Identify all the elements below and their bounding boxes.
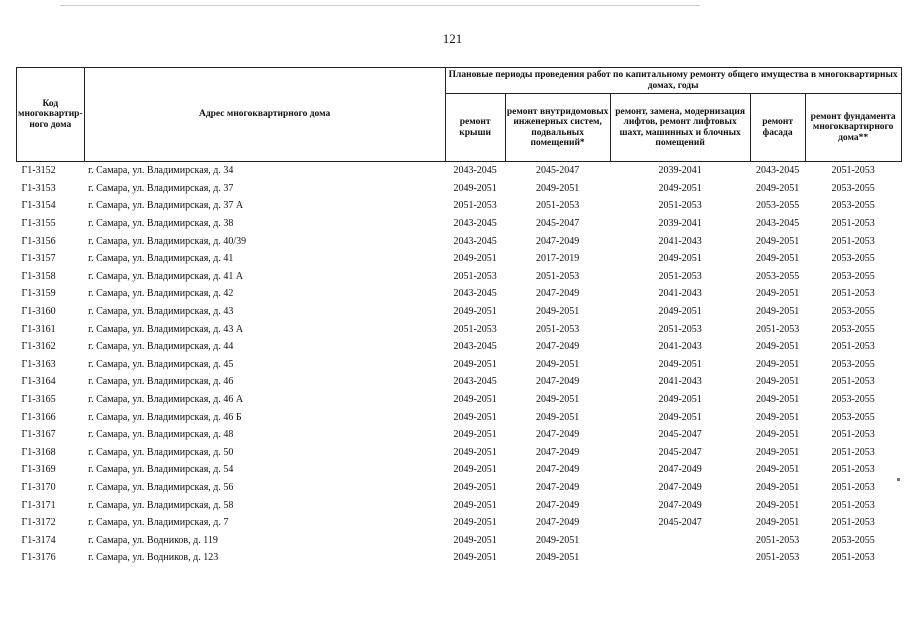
cell-code: Г1-3165	[21, 394, 56, 406]
cell-systems: 2049-2051	[535, 534, 580, 546]
cell-roof: 2051-2053	[453, 200, 497, 212]
table-header	[17, 68, 902, 162]
table-row	[17, 426, 902, 444]
repair-schedule-table	[16, 67, 902, 567]
cell-address: г. Самара, ул. Владимирская, д. 44	[88, 341, 234, 353]
cell-systems: 2047-2049	[535, 376, 580, 388]
cell-facade: 2051-2053	[755, 534, 800, 546]
cell-facade: 2049-2051	[755, 376, 800, 388]
cell-address: г. Самара, ул. Владимирская, д. 37 А	[88, 200, 244, 212]
cell-lifts: 2041-2043	[658, 235, 702, 247]
cell-code: Г1-3159	[21, 288, 56, 300]
table-row	[17, 373, 902, 391]
repair-schedule-table-wrap	[16, 67, 902, 567]
cell-address: г. Самара, ул. Владимирская, д. 48	[88, 429, 234, 441]
cell-foundation: 2053-2055	[831, 534, 875, 546]
table-row	[17, 215, 902, 233]
scan-mark-top	[60, 5, 700, 6]
cell-lifts: 2041-2043	[658, 376, 702, 388]
cell-address: г. Самара, ул. Владимирская, д. 43 А	[88, 323, 244, 335]
cell-systems: 2047-2049	[535, 341, 580, 353]
cell-code: Г1-3171	[21, 499, 56, 511]
table-row	[17, 496, 902, 514]
cell-address: г. Самара, ул. Владимирская, д. 42	[88, 288, 234, 300]
cell-facade: 2049-2051	[755, 464, 800, 476]
cell-roof: 2049-2051	[453, 517, 497, 529]
cell-lifts: 2047-2049	[658, 481, 702, 493]
cell-facade: 2043-2045	[750, 162, 805, 180]
cell-systems: 2045-2047	[505, 162, 610, 180]
cell-facade: 2049-2051	[755, 341, 800, 353]
cell-foundation: 2053-2055	[831, 253, 875, 265]
table-row	[17, 268, 902, 286]
cell-roof: 2049-2051	[453, 534, 497, 546]
cell-roof: 2049-2051	[453, 253, 497, 265]
cell-systems: 2051-2053	[535, 323, 580, 335]
cell-systems: 2045-2047	[535, 218, 580, 230]
cell-code: Г1-3176	[21, 552, 56, 564]
cell-foundation: 2053-2055	[831, 306, 875, 318]
scan-mark-right	[897, 478, 900, 481]
cell-foundation: 2051-2053	[831, 341, 875, 353]
table-row	[17, 197, 902, 215]
cell-foundation: 2051-2053	[831, 552, 875, 564]
cell-address: г. Самара, ул. Владимирская, д. 34	[84, 162, 445, 180]
cell-systems: 2051-2053	[535, 270, 580, 282]
cell-code: Г1-3164	[21, 376, 56, 388]
cell-roof: 2049-2051	[453, 306, 497, 318]
cell-facade: 2049-2051	[755, 288, 800, 300]
cell-systems: 2047-2049	[535, 464, 580, 476]
cell-foundation: 2053-2055	[831, 358, 875, 370]
table-row	[17, 479, 902, 497]
table-row	[17, 531, 902, 549]
cell-foundation: 2051-2053	[831, 218, 875, 230]
table-body	[17, 162, 902, 567]
cell-lifts: 2041-2043	[658, 341, 702, 353]
table-row	[17, 303, 902, 321]
header-foundation: ремонт фундамента многоквартирного дома**	[805, 94, 901, 162]
cell-code: Г1-3157	[21, 253, 56, 265]
header-roof: ремонт крыши	[445, 94, 505, 162]
cell-facade: 2049-2051	[755, 499, 800, 511]
cell-foundation: 2051-2053	[831, 446, 875, 458]
table-row	[17, 320, 902, 338]
cell-foundation: 2053-2055	[831, 411, 875, 423]
cell-systems: 2047-2049	[535, 446, 580, 458]
cell-code: Г1-3152	[17, 162, 85, 180]
cell-foundation: 2053-2055	[831, 200, 875, 212]
cell-lifts	[610, 549, 750, 567]
cell-facade: 2049-2051	[755, 446, 800, 458]
cell-facade: 2053-2055	[755, 200, 800, 212]
cell-lifts: 2051-2053	[658, 270, 702, 282]
cell-systems: 2049-2051	[535, 411, 580, 423]
cell-systems: 2049-2051	[535, 394, 580, 406]
cell-address: г. Самара, ул. Владимирская, д. 56	[88, 481, 234, 493]
cell-facade: 2049-2051	[755, 306, 800, 318]
header-facade: ремонт фасада	[750, 94, 805, 162]
cell-code: Г1-3155	[21, 218, 56, 230]
cell-lifts: 2045-2047	[658, 429, 702, 441]
cell-roof: 2049-2051	[453, 446, 497, 458]
cell-roof: 2049-2051	[453, 429, 497, 441]
cell-facade: 2049-2051	[755, 394, 800, 406]
cell-lifts: 2049-2051	[658, 253, 702, 265]
cell-facade: 2049-2051	[755, 517, 800, 529]
cell-systems: 2049-2051	[535, 552, 580, 564]
cell-roof: 2043-2045	[453, 376, 497, 388]
cell-systems: 2017-2019	[535, 253, 580, 265]
table-row	[17, 338, 902, 356]
cell-foundation: 2051-2053	[831, 376, 875, 388]
cell-lifts: 2051-2053	[658, 200, 702, 212]
cell-roof: 2051-2053	[453, 323, 497, 335]
table-row	[17, 514, 902, 532]
cell-foundation: 2051-2053	[831, 481, 875, 493]
page-number: 121	[442, 31, 463, 46]
header-address: Адрес многоквартирного дома	[84, 68, 445, 162]
table-row	[17, 391, 902, 409]
cell-facade: 2043-2045	[755, 218, 800, 230]
cell-facade: 2051-2053	[755, 323, 800, 335]
cell-roof: 2049-2051	[453, 182, 497, 194]
cell-systems: 2047-2049	[535, 288, 580, 300]
cell-lifts: 2047-2049	[658, 464, 702, 476]
table-row	[17, 162, 902, 180]
cell-lifts: 2041-2043	[658, 288, 702, 300]
cell-address: г. Самара, ул. Владимирская, д. 41	[88, 253, 234, 265]
cell-systems: 2051-2053	[535, 200, 580, 212]
cell-code: Г1-3162	[21, 341, 56, 353]
cell-foundation: 2051-2053	[831, 235, 875, 247]
cell-address: г. Самара, ул. Владимирская, д. 50	[88, 446, 234, 458]
cell-address: г. Самара, ул. Владимирская, д. 46 Б	[88, 411, 242, 423]
cell-roof: 2049-2051	[453, 552, 497, 564]
cell-address: г. Самара, ул. Владимирская, д. 7	[88, 517, 229, 529]
cell-foundation: 2051-2053	[831, 288, 875, 300]
cell-roof: 2049-2051	[453, 394, 497, 406]
cell-code: Г1-3158	[21, 270, 56, 282]
cell-foundation: 2053-2055	[831, 270, 875, 282]
cell-code: Г1-3154	[21, 200, 56, 212]
cell-address: г. Самара, ул. Владимирская, д. 46	[88, 376, 234, 388]
cell-address: г. Самара, ул. Владимирская, д. 54	[88, 464, 234, 476]
cell-roof: 2049-2051	[453, 464, 497, 476]
table-row	[17, 250, 902, 268]
cell-roof: 2051-2053	[453, 270, 497, 282]
cell-code: Г1-3166	[21, 411, 56, 423]
cell-facade: 2049-2051	[755, 429, 800, 441]
cell-facade: 2049-2051	[755, 253, 800, 265]
cell-facade: 2049-2051	[755, 481, 800, 493]
cell-code: Г1-3168	[21, 446, 56, 458]
cell-systems: 2049-2051	[535, 358, 580, 370]
table-row	[17, 444, 902, 462]
cell-lifts: 2049-2051	[658, 394, 702, 406]
cell-lifts: 2049-2051	[658, 411, 702, 423]
cell-address: г. Самара, ул. Водников, д. 119	[88, 534, 218, 546]
cell-code: Г1-3172	[21, 517, 56, 529]
cell-facade: 2049-2051	[755, 235, 800, 247]
cell-lifts: 2045-2047	[658, 517, 702, 529]
cell-facade: 2049-2051	[755, 182, 800, 194]
header-systems: ремонт внутридомовых инженерных систем, подвальных помещений*	[505, 94, 610, 162]
table-row	[17, 549, 902, 567]
header-periods-group: Плановые периоды проведения работ по капитальному ремонту общего имущества в многоквартирных домах, годы	[445, 68, 901, 94]
cell-systems: 2049-2051	[535, 306, 580, 318]
cell-lifts: 2039-2041	[658, 218, 702, 230]
cell-code: Г1-3156	[21, 235, 56, 247]
cell-lifts: 2049-2051	[658, 306, 702, 318]
cell-lifts	[610, 531, 750, 549]
cell-code: Г1-3167	[21, 429, 56, 441]
cell-systems: 2049-2051	[535, 182, 580, 194]
table-row	[17, 461, 902, 479]
cell-address: г. Самара, ул. Владимирская, д. 41 А	[88, 270, 244, 282]
cell-lifts: 2045-2047	[658, 446, 702, 458]
cell-foundation: 2053-2055	[831, 323, 875, 335]
cell-lifts: 2039-2041	[610, 162, 750, 180]
cell-foundation: 2051-2053	[805, 162, 901, 180]
cell-foundation: 2051-2053	[831, 429, 875, 441]
cell-roof: 2049-2051	[453, 358, 497, 370]
cell-lifts: 2049-2051	[658, 358, 702, 370]
table-row	[17, 180, 902, 198]
cell-foundation: 2051-2053	[831, 499, 875, 511]
table-row	[17, 356, 902, 374]
table-row	[17, 285, 902, 303]
cell-address: г. Самара, ул. Водников, д. 123	[88, 552, 219, 564]
cell-address: г. Самара, ул. Владимирская, д. 38	[88, 218, 234, 230]
cell-address: г. Самара, ул. Владимирская, д. 40/39	[88, 235, 247, 247]
header-code: Код многоквартир-ного дома	[17, 68, 85, 162]
table-row	[17, 408, 902, 426]
cell-systems: 2047-2049	[535, 481, 580, 493]
cell-roof: 2043-2045	[453, 341, 497, 353]
cell-foundation: 2051-2053	[831, 517, 875, 529]
cell-address: г. Самара, ул. Владимирская, д. 46 А	[88, 394, 244, 406]
cell-foundation: 2051-2053	[831, 464, 875, 476]
cell-code: Г1-3174	[21, 534, 56, 546]
cell-foundation: 2053-2055	[831, 182, 875, 194]
header-lifts: ремонт, замена, модернизация лифтов, ремонт лифтовых шахт, машинных и блочных помещений	[610, 94, 750, 162]
cell-roof: 2049-2051	[453, 411, 497, 423]
cell-lifts: 2049-2051	[658, 182, 702, 194]
cell-systems: 2047-2049	[535, 429, 580, 441]
cell-address: г. Самара, ул. Владимирская, д. 43	[88, 306, 234, 318]
cell-code: Г1-3169	[21, 464, 56, 476]
cell-facade: 2049-2051	[755, 358, 800, 370]
cell-systems: 2047-2049	[535, 517, 580, 529]
cell-roof: 2043-2045	[453, 218, 497, 230]
cell-roof: 2049-2051	[453, 481, 497, 493]
cell-systems: 2047-2049	[535, 235, 580, 247]
cell-address: г. Самара, ул. Владимирская, д. 37	[88, 182, 234, 194]
cell-lifts: 2047-2049	[658, 499, 702, 511]
cell-roof: 2043-2045	[453, 235, 497, 247]
cell-facade: 2053-2055	[755, 270, 800, 282]
cell-lifts: 2051-2053	[658, 323, 702, 335]
cell-code: Г1-3163	[21, 358, 56, 370]
cell-address: г. Самара, ул. Владимирская, д. 45	[88, 358, 234, 370]
cell-roof: 2043-2045	[445, 162, 505, 180]
cell-systems: 2047-2049	[535, 499, 580, 511]
cell-code: Г1-3160	[21, 306, 56, 318]
cell-address: г. Самара, ул. Владимирская, д. 58	[88, 499, 234, 511]
cell-code: Г1-3153	[21, 182, 56, 194]
table-row	[17, 232, 902, 250]
cell-foundation: 2053-2055	[831, 394, 875, 406]
cell-roof: 2049-2051	[453, 499, 497, 511]
cell-facade: 2051-2053	[755, 552, 800, 564]
cell-facade: 2049-2051	[755, 411, 800, 423]
cell-code: Г1-3161	[21, 323, 56, 335]
cell-roof: 2043-2045	[453, 288, 497, 300]
cell-code: Г1-3170	[21, 481, 56, 493]
